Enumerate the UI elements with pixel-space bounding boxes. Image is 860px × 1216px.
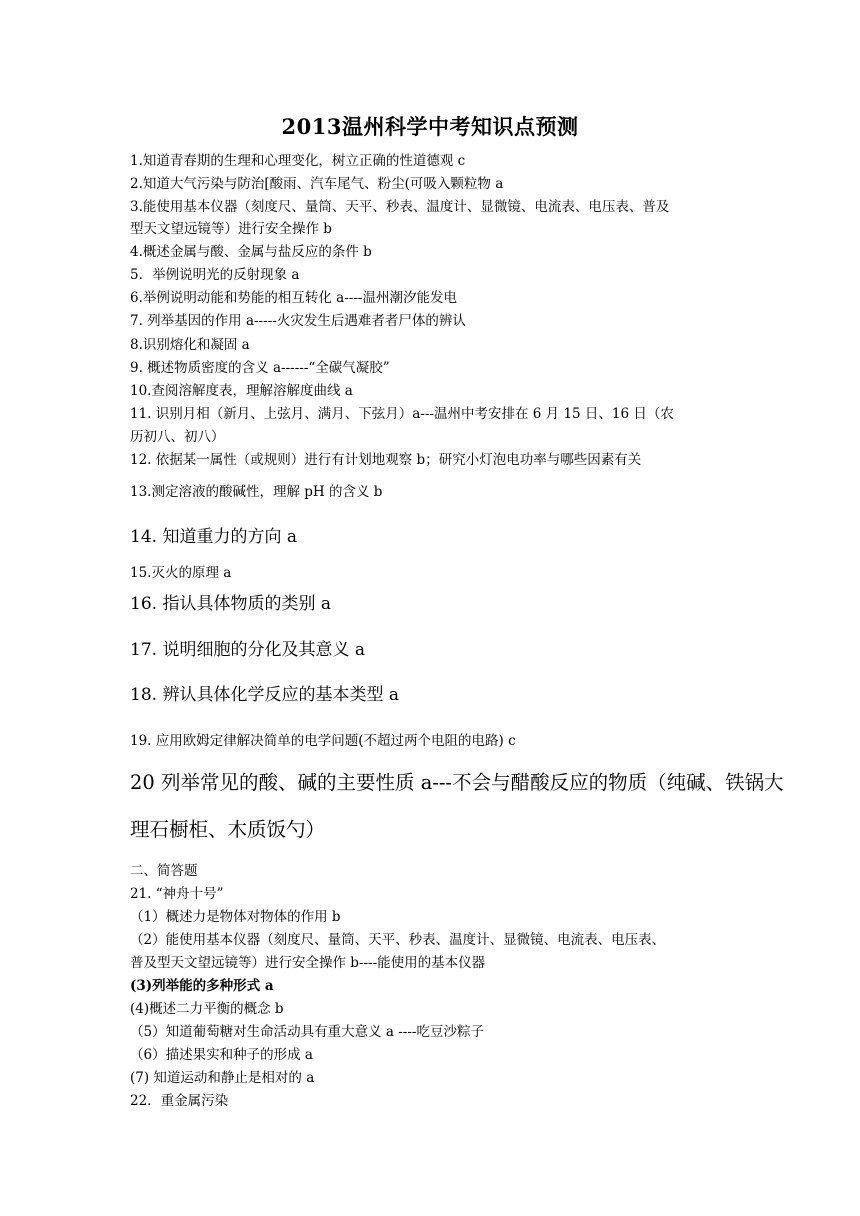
text-line: （2）能使用基本仪器（刻度尺、量筒、天平、秒表、温度计、显微镜、电流表、电压表、 bbox=[130, 932, 666, 948]
text-line: 9. 概述物质密度的含义 a------“全碳气凝胶” bbox=[130, 360, 390, 376]
text-line: 14. 知道重力的方向 a bbox=[130, 527, 297, 547]
text-line: 12. 依据某一属性（或规则）进行有计划地观察 b；研究小灯泡电功率与哪些因素有关 bbox=[130, 452, 642, 468]
text-line: 普及型天文望远镜等）进行安全操作 b----能使用的基本仪器 bbox=[130, 955, 486, 971]
text-line: (4)概述二力平衡的概念 b bbox=[130, 1001, 284, 1017]
text-line: 10.查阅溶解度表，理解溶解度曲线 a bbox=[130, 383, 353, 399]
text-line: 理石橱柜、木质饭勺） bbox=[130, 818, 326, 841]
text-line: （5）知道葡萄糖对生命活动具有重大意义 a ----吃豆沙粽子 bbox=[130, 1024, 484, 1040]
text-line: 11. 识别月相（新月、上弦月、满月、下弦月）a---温州中考安排在 6 月 15 日、16 日（农 bbox=[130, 406, 674, 422]
text-line: 5．举例说明光的反射现象 a bbox=[130, 267, 300, 283]
text-line: 17. 说明细胞的分化及其意义 a bbox=[130, 640, 365, 660]
text-line: 20 列举常见的酸、碱的主要性质 a---不会与醋酸反应的物质（纯碱、铁锅大 bbox=[130, 771, 784, 794]
text-line: 18. 辨认具体化学反应的基本类型 a bbox=[130, 685, 399, 705]
text-line: (7) 知道运动和静止是相对的 a bbox=[130, 1070, 315, 1086]
text-line: 历初八、初八） bbox=[130, 429, 225, 445]
text-line: 2.知道大气污染与防治[酸雨、汽车尾气、粉尘(可吸入颗粒物 a bbox=[130, 176, 504, 192]
text-line: 19. 应用欧姆定律解决简单的电学问题(不超过两个电阻的电路) c bbox=[130, 733, 516, 749]
text-line: 21. “神舟十号” bbox=[130, 886, 224, 902]
document-title: 2013温州科学中考知识点预测 bbox=[281, 114, 579, 139]
text-line: 7. 列举基因的作用 a-----火灾发生后遇难者者尸体的辨认 bbox=[130, 313, 466, 329]
text-line: 型天文望远镜等）进行安全操作 b bbox=[130, 221, 332, 237]
text-line: （1）概述力是物体对物体的作用 b bbox=[130, 909, 341, 925]
text-line: 6.举例说明动能和势能的相互转化 a----温州潮汐能发电 bbox=[130, 290, 457, 306]
text-line: 16. 指认具体物质的类别 a bbox=[130, 594, 331, 614]
text-line: 15.灭火的原理 a bbox=[130, 565, 232, 581]
section-heading: 二、简答题 bbox=[130, 863, 198, 879]
text-line: （6）描述果实和种子的形成 a bbox=[130, 1047, 313, 1063]
text-line: 8.识别熔化和凝固 a bbox=[130, 337, 250, 353]
text-line: (3)列举能的多种形式 a bbox=[130, 978, 274, 994]
text-line: 22．重金属污染 bbox=[130, 1093, 229, 1109]
text-line: 1.知道青春期的生理和心理变化，树立正确的性道德观 c bbox=[130, 153, 466, 169]
text-line: 3.能使用基本仪器（刻度尺、量筒、天平、秒表、温度计、显微镜、电流表、电压表、普及 bbox=[130, 199, 670, 215]
text-line: 13.测定溶液的酸碱性，理解 pH 的含义 b bbox=[130, 484, 383, 500]
text-line: 4.概述金属与酸、金属与盐反应的条件 b bbox=[130, 244, 372, 260]
